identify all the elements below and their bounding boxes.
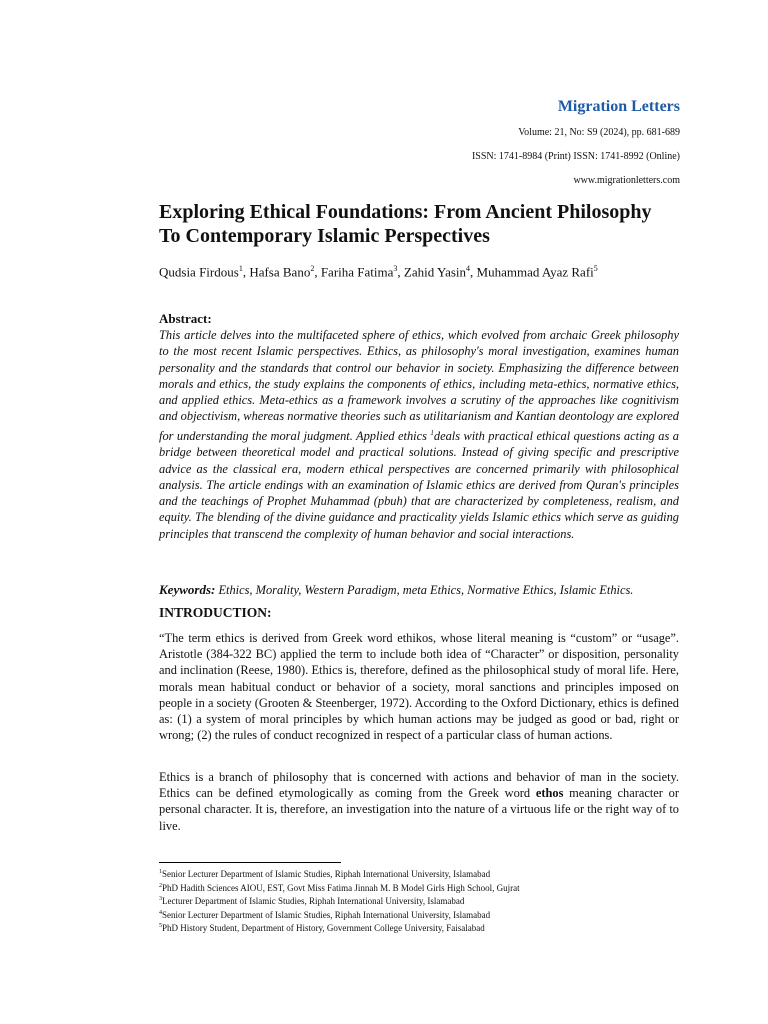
footnote-text: Senior Lecturer Department of Islamic Studies, Riphah International University, Islamabad [162,909,491,920]
volume-info: Volume: 21, No: S9 (2024), pp. 681-689 [518,127,680,138]
paragraph-2-text-start: Ethics is a branch of philosophy that is concerned with actions and behavior of man in the society. Ethics can be defined etymologically as coming from the Greek word [159,770,679,801]
author-name: Fariha Fatima [320,264,394,280]
title-line-1: Exploring Ethical Foundations: From Ancient Philosophy [159,201,652,223]
introduction-paragraph-1: “The term ethics is derived from Greek word ethikos, whose literal meaning is “custom” or “usage”. Aristotle (384-322 BC) applied the term to include both idea of “Character” or disposition, personality and inclination (Reese, 1980). Ethics is, therefore, defined as the philosophical study of moral life. Here, morals mean habitual conduct or behavior of a society, moral sanctions and principles imposed on people in a society (Grooten & Steenberger, 1972). According to the Oxford Dictionary, ethics is defined as: (1) a system of moral principles by which human actions may be judged as good or bad, right or wrong; (2) the rules of conduct recognized in respect of a particular class of human actions. [159,631,679,743]
keywords-label: Keywords: [159,582,216,597]
footnote-item [159,921,719,935]
abstract-text [159,327,679,542]
introduction-paragraph-2 [159,769,679,834]
paper-title [159,200,719,248]
issn-info: ISSN: 1741-8984 (Print) ISSN: 1741-8992 (Online) [471,151,680,162]
footnote-item [159,908,719,922]
footnote-item [159,867,719,881]
author-name: Muhammad Ayaz Rafi [476,264,594,280]
author-affiliation-mark: 5 [593,264,598,273]
abstract-text-part-1: This article delves into the multifaceted sphere of ethics, which evolved from archaic Greek philosophy to the most recent Islamic perspectives. Ethics, as philosophy's moral investigation, examines human personality and the standards that control our behavior in society. Emphasizing the difference between morals and ethics, the study explains the components of ethics, including meta-ethics, normative ethics, and applied ethics. Meta-ethics as a framework involves a scrutiny of the approaches like cognitivism and objectivism, whereas normative theories such as utilitarianism and Kantian deontology are explored for understanding the moral judgment. Applied ethics [159,328,680,443]
author-affiliation-mark: 2 [310,264,315,273]
website-link[interactable]: www.migrationletters.com [573,175,680,186]
keywords-text: Ethics, Morality, Western Paradigm, meta Ethics, Normative Ethics, Islamic Ethics. [218,583,634,597]
author-affiliation-mark: 4 [466,264,471,273]
journal-name: Migration Letters [557,98,680,115]
author-affiliation-mark: 1 [238,264,243,273]
footnote-number: 5 [159,923,162,930]
keywords-line [159,582,719,598]
footnote-text: Lecturer Department of Islamic Studies, Riphah International University, Islamabad [162,896,465,907]
abstract-text-part-2: deals with practical ethical questions acting as a bridge between theoretical model and practical solutions. Instead of giving specific and prescriptive advice as the classical era, modern ethical perspectives are concerned primarily with philosophical analysis. The article endings with an examination of Islamic ethics are derived from Quran's principles and the teachings of Prophet Muhammad (pbuh) that are characterized by completeness, realism, and equity. The blending of the divine guidance and practicality yields Islamic ethics which serve as guiding principles that transcend the complexity of human behavior and social interactions. [159,428,679,541]
author-name: Qudsia Firdous [159,264,239,280]
footnote-mark: 1 [430,428,434,437]
introduction-heading: INTRODUCTION: [159,605,272,620]
footnote-number: 2 [159,882,162,889]
footnote-text: Senior Lecturer Department of Islamic Studies, Riphah International University, Islamabad [162,869,491,879]
footnote-item [159,894,719,908]
abstract-heading: Abstract: [159,311,212,326]
title-line-2: To Contemporary Islamic Perspectives [159,225,490,247]
footnote-divider [159,862,341,863]
abstract-section [159,311,679,542]
author-name: Zahid Yasin [403,264,467,280]
footnote-item [159,881,719,895]
footnote-number: 1 [159,869,162,875]
paragraph-2-bold-term: ethos [535,786,564,801]
footnote-number: 3 [159,896,162,903]
footnotes-section [159,867,719,935]
author-name: Hafsa Bano [249,264,311,280]
journal-header [472,98,680,187]
author-affiliation-mark: 3 [393,264,398,273]
footnote-text: PhD Hadith Sciences AIOU, EST, Govt Miss Fatima Jinnah M. B Model Girls High School, Gujrat [162,882,520,893]
author-list: Qudsia Firdous$^1$, Hafsa Bano$^2$, Fariha Fatima$^3$, Zahid Yasin$^4$, Muhammad Ayaz Rafi$^5$ [159,264,598,280]
footnote-text: PhD History Student, Department of History, Government College University, Faisalabad [162,923,485,934]
footnote-number: 4 [159,909,162,916]
paragraph-2-text-end: meaning character or personal character. It is, therefore, an investigation into the nature of a virtuous life or the right way of to live. [159,786,679,833]
